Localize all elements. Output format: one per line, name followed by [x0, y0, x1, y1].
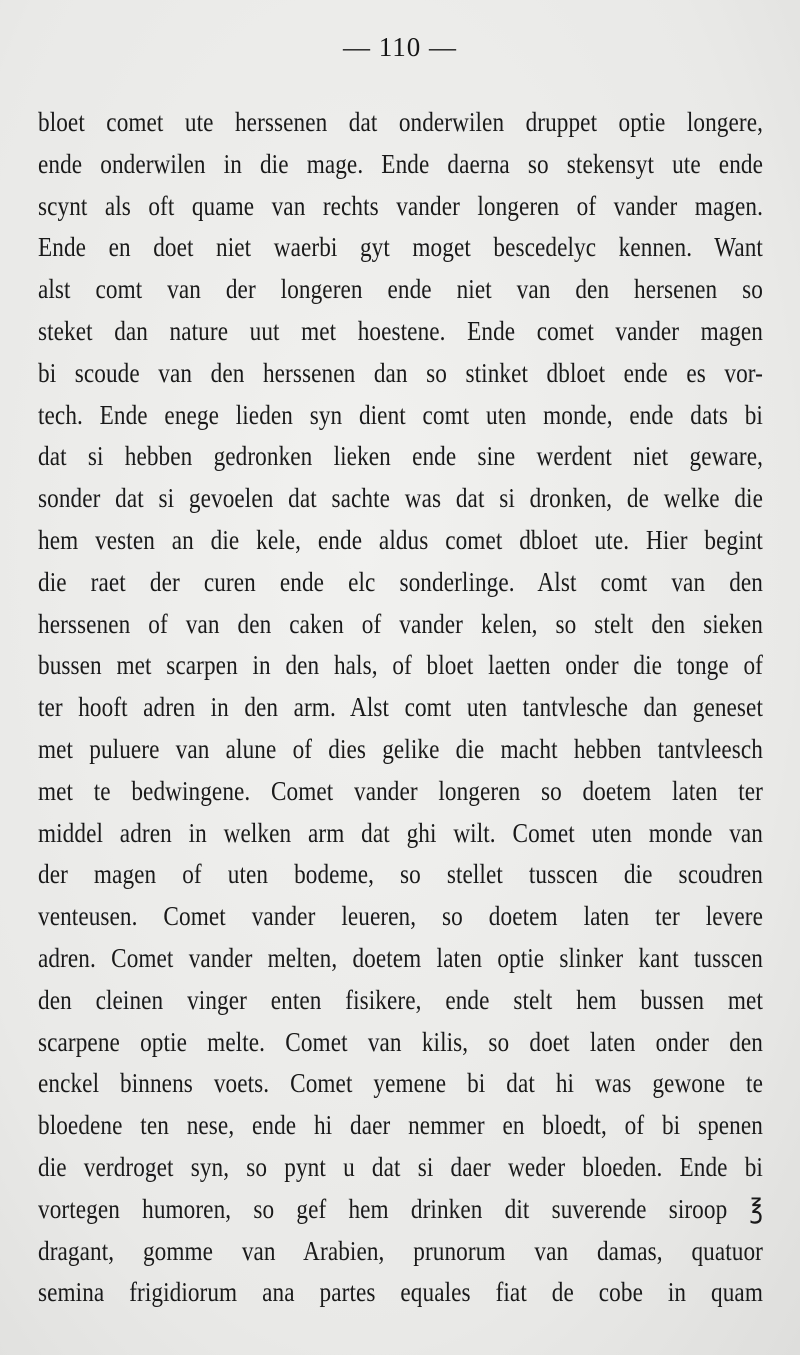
text-line: venteusen. Comet vander leueren, so doetem laten ter levere: [38, 901, 763, 932]
text-line: ter hooft adren in den arm. Alst comt uten tantvlesche dan geneset: [38, 692, 763, 723]
page-body-text: [38, 102, 763, 1314]
text-line: bi scoude van den herssenen dan so stinket dbloet ende es vor-: [38, 357, 763, 388]
text-line: met te bedwingene. Comet vander longeren so doetem laten ter: [38, 775, 763, 806]
text-line: steket dan nature uut met hoestene. Ende comet vander magen: [38, 315, 763, 346]
text-line: hem vesten an die kele, ende aldus comet dbloet ute. Hier begint: [38, 524, 763, 555]
text-line: dragant, gomme van Arabien, prunorum van damas, quatuor: [38, 1235, 763, 1266]
page-number: — 110 —: [343, 32, 457, 62]
text-line: ende onderwilen in die mage. Ende daerna so stekensyt ute ende: [38, 148, 763, 179]
text-line: die raet der curen ende elc sonderlinge. Alst comt van den: [38, 566, 763, 597]
text-line: adren. Comet vander melten, doetem laten optie slinker kant tusscen: [38, 942, 763, 973]
text-line: bloedene ten nese, ende hi daer nemmer en bloedt, of bi spenen: [38, 1110, 763, 1141]
text-line: der magen of uten bodeme, so stellet tusscen die scoudren: [38, 859, 763, 890]
text-line: den cleinen vinger enten fisikere, ende stelt hem bussen met: [38, 984, 763, 1015]
text-line: sonder dat si gevoelen dat sachte was dat si dronken, de welke die: [38, 483, 763, 514]
text-line: bloet comet ute herssenen dat onderwilen druppet optie longere,: [38, 107, 763, 137]
text-line: scynt als oft quame van rechts vander longeren of vander magen.: [38, 190, 763, 221]
text-line: dat si hebben gedronken lieken ende sine werdent niet geware,: [38, 441, 763, 472]
text-line: vortegen humoren, so gef hem drinken dit suverende siroop ℥: [38, 1193, 763, 1224]
text-line: tech. Ende enege lieden syn dient comt uten monde, ende dats bi: [38, 399, 763, 430]
text-line: middel adren in welken arm dat ghi wilt. Comet uten monde van: [38, 817, 763, 848]
text-line: scarpene optie melte. Comet van kilis, so doet laten onder den: [38, 1026, 763, 1057]
text-line: die verdroget syn, so pynt u dat si daer weder bloeden. Ende bi: [38, 1151, 763, 1182]
text-line: herssenen of van den caken of vander kelen, so stelt den sieken: [38, 608, 763, 639]
text-line: semina frigidiorum ana partes equales fiat de cobe in quam: [38, 1277, 763, 1308]
text-line: alst comt van der longeren ende niet van den hersenen so: [38, 274, 763, 305]
text-line: met puluere van alune of dies gelike die macht hebben tantvleesch: [38, 733, 763, 764]
text-line: Ende en doet niet waerbi gyt moget bescedelyc kennen. Want: [38, 232, 763, 263]
text-line: enckel binnens voets. Comet yemene bi dat hi was gewone te: [38, 1068, 763, 1099]
text-line: bussen met scarpen in den hals, of bloet laetten onder die tonge of: [38, 650, 763, 681]
